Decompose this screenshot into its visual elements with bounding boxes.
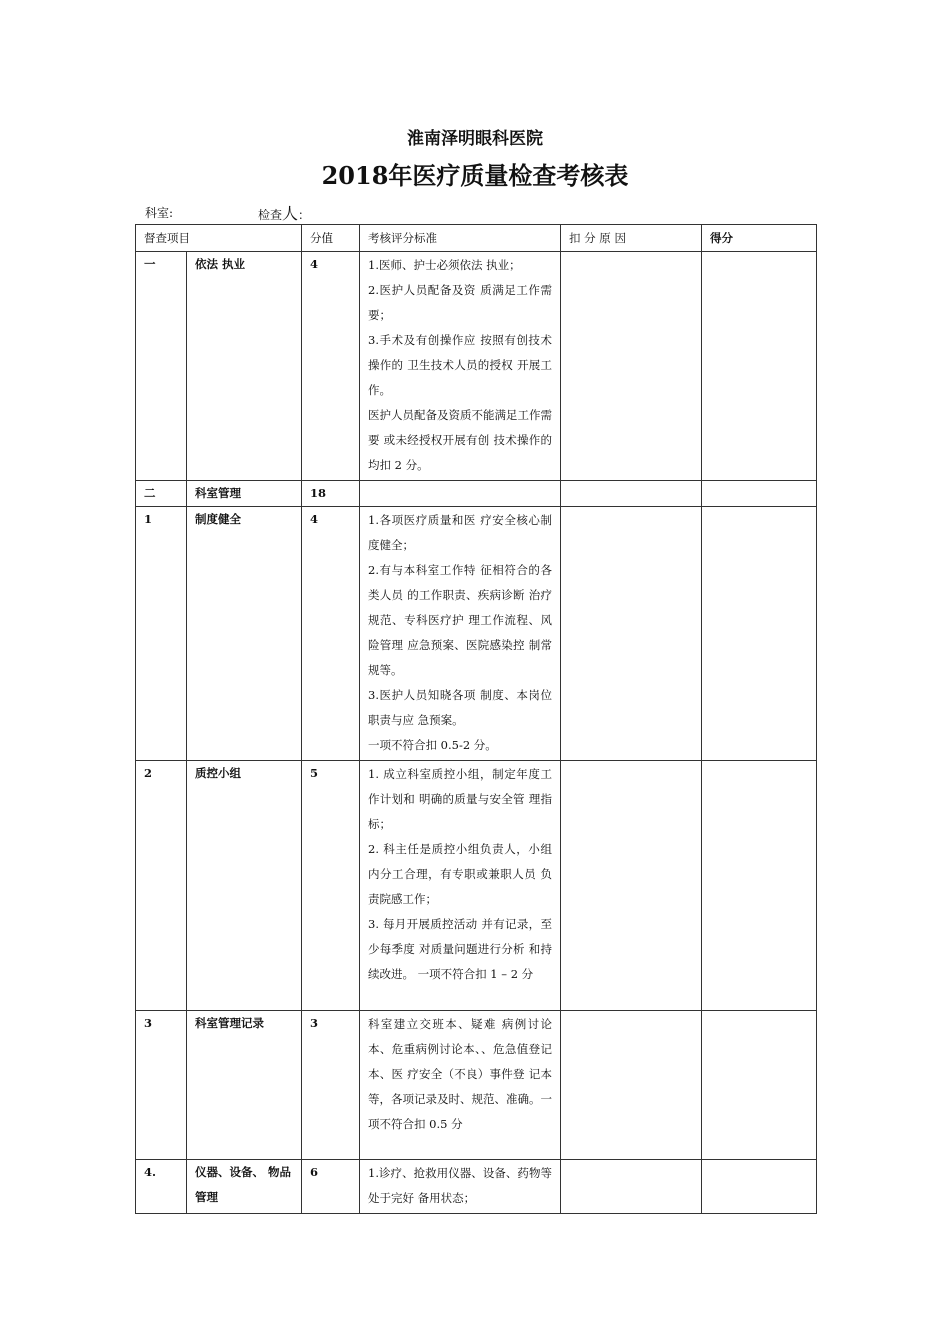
deduction-reason-cell[interactable] <box>561 481 702 507</box>
table-row <box>136 252 817 481</box>
row-standard <box>360 252 561 481</box>
row-score: 4 <box>310 257 319 271</box>
score-result-cell[interactable] <box>702 1160 817 1214</box>
score-result-cell[interactable] <box>702 252 817 481</box>
deduction-reason-cell[interactable] <box>561 1011 702 1160</box>
inspection-table <box>135 224 817 1214</box>
row-item-name: 仪器、设备、 物品管理 <box>195 1165 292 1204</box>
header-item: 督查项目 <box>136 225 302 252</box>
table-row <box>136 507 817 761</box>
row-number: 二 <box>144 486 156 500</box>
department-label: 科室: <box>145 206 174 220</box>
score-result-cell[interactable] <box>702 481 817 507</box>
inspector-label <box>258 201 310 224</box>
row-score: 4 <box>310 512 319 526</box>
table-header-row <box>136 225 817 252</box>
row-standard <box>360 761 561 1011</box>
standard-line: 1.诊疗、抢救用仪器、设备、药物等处于完好 备用状态； <box>368 1166 552 1205</box>
inspector-suffix: ： <box>298 208 311 222</box>
standard-line: 1.医师、护士必须依法 执业； <box>368 258 521 272</box>
standard-line: 科室建立交班本、疑难 病例讨论本、危重病例讨论本、、危急值登记本、医 疗安全（不良）事件登 记本等，各项记录及时、规范、准确。一项不符合扣 0.5 分 <box>368 1017 552 1131</box>
standard-line: 2.医护人员配备及资 质满足工作需要； <box>368 283 552 322</box>
score-result-cell[interactable] <box>702 761 817 1011</box>
header-result: 得分 <box>702 225 817 252</box>
standard-line: 2. 科主任是质控小组负责人，小组内分工合理，有专职或兼职人员 负责院感工作； <box>368 842 552 906</box>
row-item-name: 质控小组 <box>195 766 241 780</box>
row-number: 1 <box>144 512 153 526</box>
header-reason: 扣 分 原 因 <box>561 225 702 252</box>
standard-line: 3.医护人员知晓各项 制度、本岗位职责与应 急预案。 <box>368 688 552 727</box>
deduction-reason-cell[interactable] <box>561 252 702 481</box>
row-number: 3 <box>144 1016 153 1030</box>
form-title: 2018年医疗质量检查考核表 <box>321 161 629 190</box>
inspector-big-char: 人 <box>282 204 299 223</box>
hospital-name: 淮南泽明眼科医院 <box>407 129 543 149</box>
inspector-prefix: 检查 <box>258 208 283 222</box>
standard-line: 3. 每月开展质控活动 并有记录，至少每季度 对质量问题进行分析 和持续改进。 一项不符合扣 1 – 2 分 <box>368 917 552 981</box>
row-number: 2 <box>144 766 153 780</box>
deduction-reason-cell[interactable] <box>561 507 702 761</box>
score-result-cell[interactable] <box>702 507 817 761</box>
row-item-name: 科室管理 <box>195 486 241 500</box>
row-standard <box>360 507 561 761</box>
row-number: 一 <box>144 257 156 271</box>
row-score: 18 <box>310 486 327 500</box>
deduction-reason-cell[interactable] <box>561 761 702 1011</box>
row-standard <box>360 1011 561 1160</box>
table-row <box>136 1011 817 1160</box>
score-result-cell[interactable] <box>702 1011 817 1160</box>
standard-line: 1. 成立科室质控小组，制定年度工作计划和 明确的质量与安全管 理指标； <box>368 767 552 831</box>
row-score: 6 <box>310 1165 319 1179</box>
table-row <box>136 1160 817 1214</box>
standard-line: 一项不符合扣 0.5-2 分。 <box>368 738 497 752</box>
row-item-name: 制度健全 <box>195 512 241 526</box>
deduction-reason-cell[interactable] <box>561 1160 702 1214</box>
table-row <box>136 761 817 1011</box>
standard-line: 医护人员配备及资质不能满足工作需要 或未经授权开展有创 技术操作的均扣 2 分。 <box>368 408 552 472</box>
row-score: 3 <box>310 1016 319 1030</box>
row-standard <box>360 481 561 507</box>
row-standard <box>360 1160 561 1214</box>
row-item-name: 科室管理记录 <box>195 1016 264 1030</box>
header-standard: 考核评分标准 <box>360 225 561 252</box>
standard-line: 2.有与本科室工作特 征相符合的各类人员 的工作职责、疾病诊断 治疗规范、专科医疗护 理工作流程、风险管理 应急预案、医院感染控 制常规等。 <box>368 563 552 677</box>
row-item-name: 依法 执业 <box>195 257 246 271</box>
header-score: 分值 <box>302 225 360 252</box>
standard-line: 3.手术及有创操作应 按照有创技术操作的 卫生技术人员的授权 开展工作。 <box>368 333 552 397</box>
table-row <box>136 481 817 507</box>
row-score: 5 <box>310 766 319 780</box>
row-number: 4. <box>144 1165 157 1179</box>
standard-line: 1.各项医疗质量和医 疗安全核心制度健全； <box>368 513 552 552</box>
